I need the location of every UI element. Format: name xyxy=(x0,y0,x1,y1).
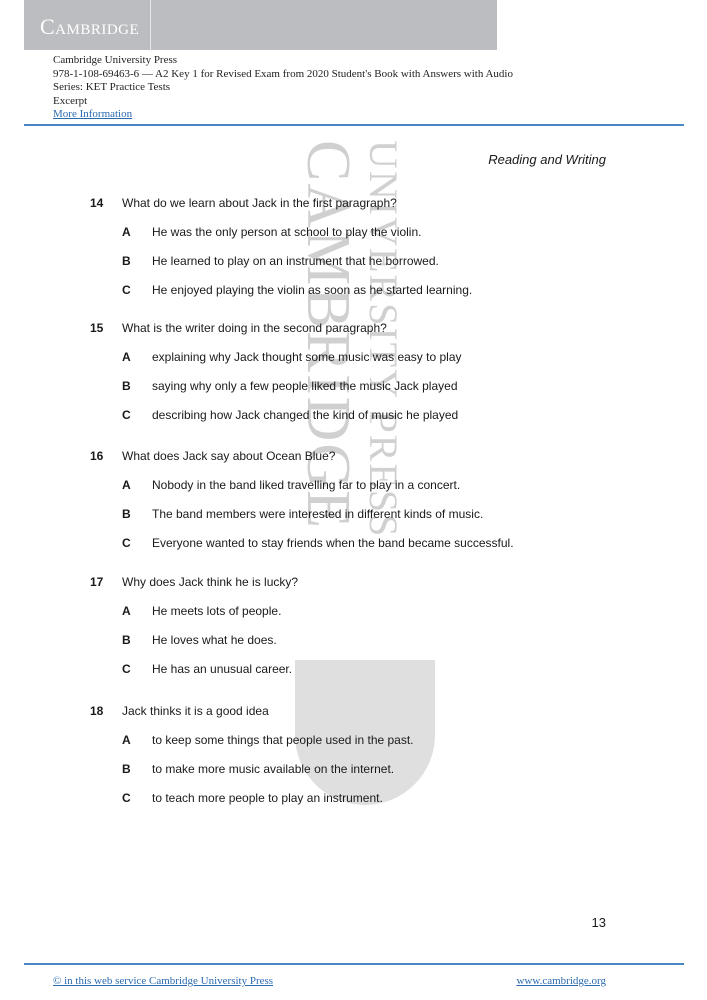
question-text: Why does Jack think he is lucky? xyxy=(122,575,299,589)
option-text: Nobody in the band liked travelling far to play in a concert. xyxy=(152,478,461,492)
question-text: Jack thinks it is a good idea xyxy=(122,704,269,718)
question-number: 17 xyxy=(90,575,104,589)
option-letter: B xyxy=(122,633,131,647)
option-letter: B xyxy=(122,379,131,393)
question-text: What do we learn about Jack in the first paragraph? xyxy=(122,196,397,210)
header-rule xyxy=(24,124,684,126)
question-text: What does Jack say about Ocean Blue? xyxy=(122,449,336,463)
option-letter: A xyxy=(122,733,131,747)
page-number: 13 xyxy=(591,915,606,930)
option-letter: C xyxy=(122,283,131,297)
option-letter: A xyxy=(122,478,131,492)
option-letter: C xyxy=(122,791,131,805)
more-information-link[interactable]: More Information xyxy=(53,108,133,120)
option-letter: B xyxy=(122,762,131,776)
option-text: explaining why Jack thought some music was easy to play xyxy=(152,350,462,364)
book-metadata xyxy=(53,54,513,122)
excerpt-label: Excerpt xyxy=(53,94,88,107)
option-text: to make more music available on the internet. xyxy=(152,762,395,776)
footer-rule xyxy=(24,963,684,965)
series: Series: KET Practice Tests xyxy=(53,81,171,93)
question-text: What is the writer doing in the second paragraph? xyxy=(122,321,387,335)
option-text: The band members were interested in different kinds of music. xyxy=(152,507,484,521)
option-text: He was the only person at school to play the violin. xyxy=(152,225,422,239)
option-letter: A xyxy=(122,350,131,364)
publisher: Cambridge University Press xyxy=(53,54,178,66)
option-letter: A xyxy=(122,225,131,239)
header-divider xyxy=(150,0,151,50)
option-text: Everyone wanted to stay friends when the band became successful. xyxy=(152,536,514,550)
option-text: He loves what he does. xyxy=(152,633,277,647)
cambridge-logo: Cambridge xyxy=(40,14,140,39)
section-title: Reading and Writing xyxy=(488,152,606,167)
watermark-line1: CAMBRIDGE xyxy=(294,140,362,531)
option-letter: C xyxy=(122,662,131,676)
question-number: 18 xyxy=(90,704,104,718)
isbn-title: 978-1-108-69463-6 — A2 Key 1 for Revised Exam from 2020 Student's Book with Answers with Audio xyxy=(53,67,513,80)
website-link[interactable]: www.cambridge.org xyxy=(516,975,606,987)
option-letter: C xyxy=(122,536,131,550)
option-text: saying why only a few people liked the music Jack played xyxy=(152,379,458,393)
question-number: 14 xyxy=(90,196,104,210)
option-text: He learned to play on an instrument that he borrowed. xyxy=(152,254,439,268)
option-letter: B xyxy=(122,254,131,268)
copyright-link[interactable]: © in this web service Cambridge University Press xyxy=(53,975,274,987)
option-text: to keep some things that people used in the past. xyxy=(152,733,414,747)
question-number: 16 xyxy=(90,449,104,463)
option-text: describing how Jack changed the kind of music he played xyxy=(152,408,459,422)
watermark-line2: UNIVERSITY PRESS xyxy=(361,140,406,539)
option-text: He enjoyed playing the violin as soon as he started learning. xyxy=(152,283,473,297)
option-text: to teach more people to play an instrument. xyxy=(152,791,383,805)
option-text: He has an unusual career. xyxy=(152,662,293,676)
option-text: He meets lots of people. xyxy=(152,604,282,618)
question-number: 15 xyxy=(90,321,104,335)
option-letter: C xyxy=(122,408,131,422)
option-letter: B xyxy=(122,507,131,521)
option-letter: A xyxy=(122,604,131,618)
